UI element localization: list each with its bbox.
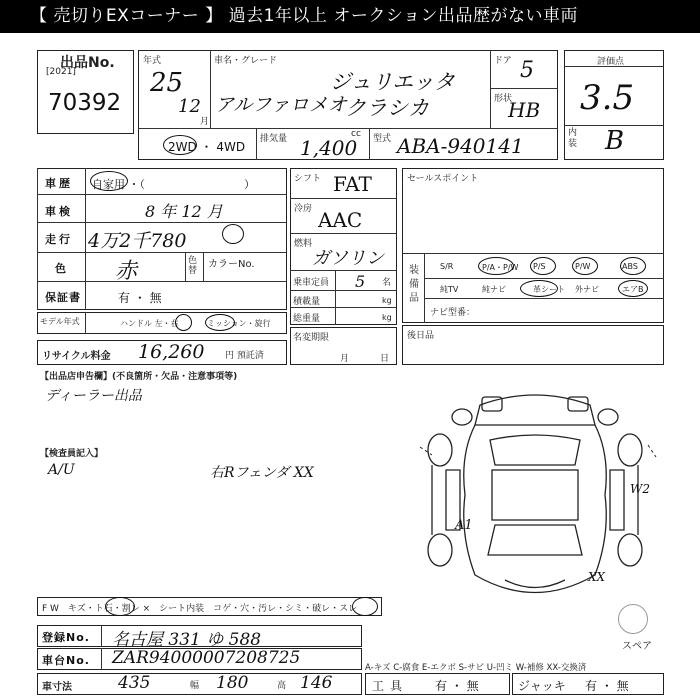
weight-unit: kg (382, 313, 392, 322)
drive-options: 2WD ・ 4WD (168, 140, 246, 154)
equipment-item: 純TV (440, 285, 459, 294)
navi-label: ナビ型番： (430, 308, 476, 318)
year-value: 25 (150, 68, 184, 98)
name-change-month: 月 (340, 354, 350, 364)
handle-right-circle (175, 314, 192, 331)
maker-value: アルファロメオ (215, 94, 347, 116)
mileage-label: 走行 (45, 233, 73, 246)
interior-label: 内装 (568, 128, 578, 149)
equipment-item: P/S (533, 262, 546, 271)
chassis-value: ZAR94000007208725 (112, 648, 301, 668)
color-label: 色 (55, 262, 69, 275)
displacement-unit: cc (351, 129, 361, 139)
shape-label: 形状 (494, 94, 513, 104)
registration-value: 名古屋 331 ゆ 588 (112, 630, 262, 650)
equipment-label: 装備品 (409, 265, 419, 304)
load-label: 積載量 (293, 297, 321, 307)
diagram-mark-right-bottom: XX (588, 570, 606, 584)
capacity-value: 5 (355, 272, 366, 291)
score-label: 評価点 (597, 57, 625, 67)
history-label: 車歴 (45, 177, 73, 190)
lot-label: 出品No. (60, 55, 115, 71)
mileage-value: 4万2千780 (88, 230, 187, 252)
gear-label: ミッション・旋行 (207, 319, 271, 328)
tools-value: 有 ・ 無 (435, 679, 479, 693)
damage-legend: A-キズ C-腐食 E-エクボ S-サビ U-凹ミ W-補修 XX-交換済 (365, 663, 587, 673)
inspector-note-1: A/U (48, 462, 75, 478)
shift-value: FAT (333, 172, 372, 196)
door-label: ドア (494, 56, 512, 66)
handle-label: ハンドル 左・右 (120, 319, 179, 328)
arrival-label: 後日品 (407, 331, 435, 341)
equipment-item: エアB (622, 285, 644, 294)
equipment-item: 純ナビ (482, 285, 506, 294)
equipment-item: P/A・P/W (482, 263, 519, 272)
inspection-items: F W キズ・ト石・割レ × シート内装 コゲ・穴・汚レ・シミ・破レ・スレ (42, 604, 358, 614)
lot-year-tag: [2021] (46, 67, 76, 77)
door-value: 5 (520, 58, 534, 83)
arrival-box (402, 325, 664, 365)
banner: 【 売切りEXコーナー 】 過去1年以上 オークション出品歴がない車両 (0, 0, 700, 33)
km-circle (222, 224, 244, 244)
spare-label: スペア (622, 641, 652, 652)
recycle-value: 16,260 (138, 341, 205, 363)
score-value: 3.5 (580, 78, 635, 118)
capacity-unit: 名 (382, 278, 392, 288)
diagram-mark-left: A1 (455, 518, 473, 533)
grade-value: クラシカ (345, 96, 429, 120)
pw-circle (572, 257, 598, 275)
size-width-label: 幅 (190, 681, 200, 691)
size-height-label: 高 (277, 681, 287, 691)
warranty-label: 保証書 (45, 291, 81, 304)
month-value: 12 (178, 96, 201, 117)
sales-point-box (402, 168, 664, 323)
shape-value: HB (508, 98, 541, 122)
name-change-day: 日 (380, 354, 390, 364)
inspection-label: 車検 (45, 205, 73, 218)
chassis-label: 車台No. (42, 654, 90, 667)
ac-value: AAC (318, 208, 363, 232)
size-height: 146 (300, 673, 333, 693)
sales-point-label: セールスポイント (407, 174, 479, 184)
fuel-value: ガソリン (312, 248, 384, 269)
jack-label: ジャッキ (518, 679, 566, 693)
size-label: 車寸法 (42, 682, 72, 693)
abs-circle (620, 257, 646, 275)
equipment-item: 革シート (533, 285, 565, 294)
weight-label: 総重量 (293, 314, 321, 324)
inspection-value: 8 年 12 月 (145, 202, 223, 221)
private-use-circle (90, 171, 128, 191)
equipment-item: ABS (622, 262, 638, 271)
equipment-item: 外ナビ (575, 285, 599, 294)
inspector-label: 【検査員記入】 (40, 449, 104, 459)
equipment-item: P/W (575, 262, 591, 271)
airbag-circle (618, 280, 648, 297)
shift-label: シフト (294, 174, 322, 184)
gear-circle (205, 314, 235, 331)
jack-value: 有 ・ 無 (585, 679, 629, 693)
inspector-note-2: 右Rフェンダ XX (210, 465, 314, 481)
color-change-label: 色替 (188, 256, 198, 276)
remarks-label: 【出品店申告欄】(不良箇所・欠品・注意事項等) (40, 372, 238, 382)
model-year-label: モデル年式 (40, 317, 80, 326)
registration-label: 登録No. (42, 631, 90, 644)
model-code-label: 型式 (373, 134, 392, 144)
ps-circle (530, 257, 556, 275)
spare-circle (618, 604, 648, 634)
leather-circle (520, 280, 558, 297)
history-value: 自家用 ・（ ） (92, 178, 255, 191)
tools-label: 工具 (372, 679, 409, 693)
pa-pw-circle (478, 257, 514, 275)
diagram-mark-right-top: W2 (630, 482, 650, 496)
warranty-value: 有 ・ 無 (118, 291, 162, 305)
scratch-circle (105, 597, 135, 616)
car-diagram (410, 385, 660, 615)
capacity-label: 乗車定員 (293, 278, 330, 288)
displacement-value: 1,400 (300, 136, 358, 160)
fuel-label: 燃料 (294, 239, 313, 249)
ac-label: 冷房 (294, 204, 313, 214)
color-value: 赤 (115, 259, 138, 284)
lot-number: 70392 (48, 90, 122, 116)
size-length: 435 (118, 673, 151, 693)
model-code-value: ABA-940141 (397, 134, 524, 158)
name-change-label: 名変期限 (293, 333, 330, 343)
recycle-unit: 円 預託済 (225, 351, 264, 361)
load-unit: kg (382, 296, 392, 305)
remarks-value: ディーラー出品 (45, 388, 142, 404)
recycle-label: リサイクル料金 (42, 351, 111, 362)
size-width: 180 (216, 673, 249, 693)
name-label: 車名・グレード (214, 56, 278, 66)
displacement-label: 排気量 (260, 134, 288, 144)
year-label: 年式 (143, 56, 162, 66)
equipment-item: S/R (440, 262, 454, 271)
month-unit: 月 (200, 117, 210, 127)
model-value: ジュリエッタ (330, 70, 455, 94)
interior-value: B (605, 126, 625, 156)
color-no-label: カラーNo. (208, 259, 255, 270)
wear-circle (352, 597, 378, 616)
